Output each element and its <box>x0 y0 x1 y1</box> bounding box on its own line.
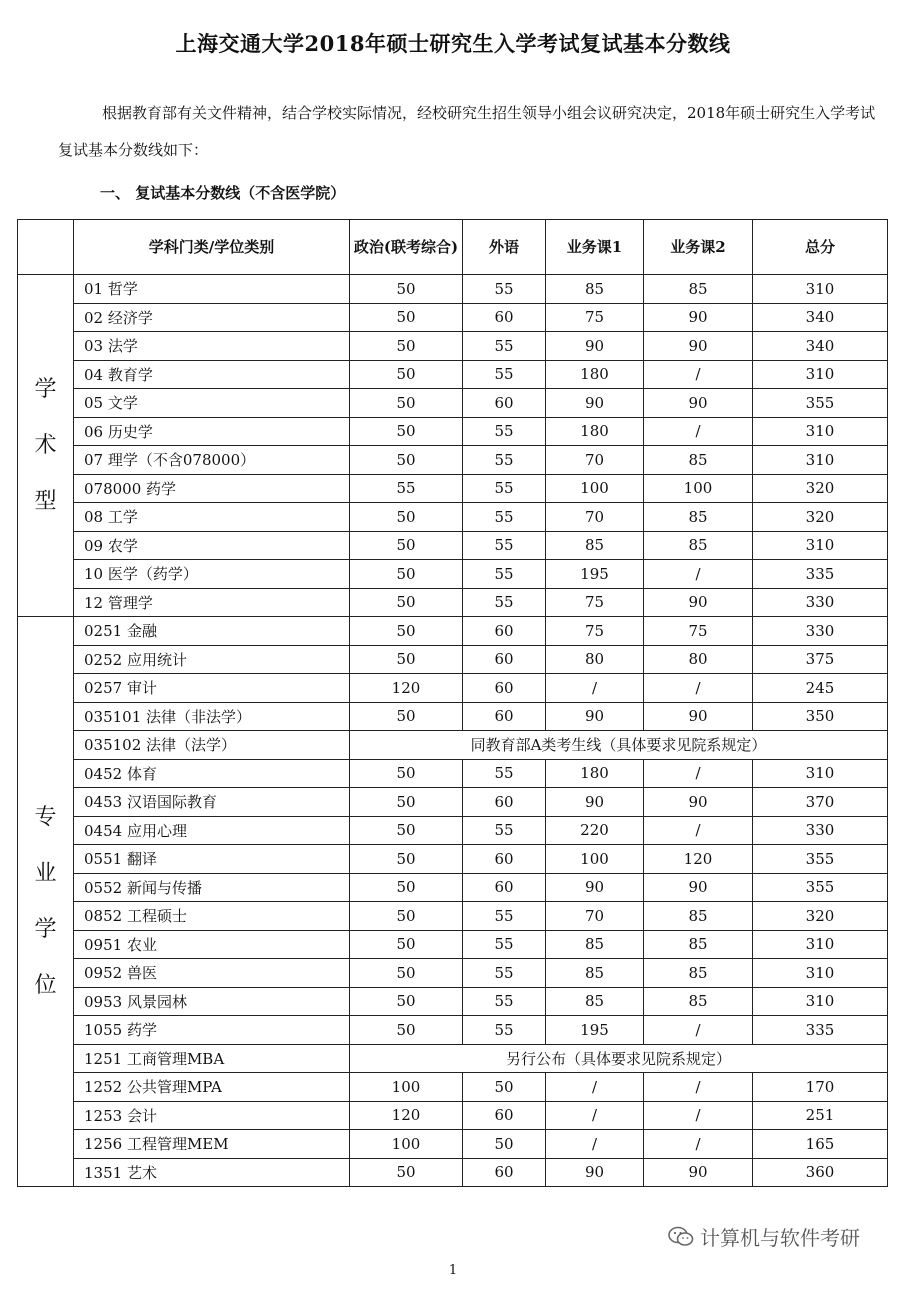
column-header: 学科门类/学位类别 <box>74 220 350 275</box>
score-cell: 310 <box>753 275 888 304</box>
score-cell: 100 <box>350 1130 463 1159</box>
score-cell: / <box>644 816 753 845</box>
score-cell: 55 <box>463 560 546 589</box>
score-cell: 60 <box>463 873 546 902</box>
table-row <box>18 959 888 988</box>
score-cell: 310 <box>753 531 888 560</box>
score-cell: 90 <box>546 702 644 731</box>
score-cell: 50 <box>350 360 463 389</box>
wechat-icon <box>668 1226 694 1248</box>
score-cell: 320 <box>753 474 888 503</box>
table-row <box>18 1044 888 1073</box>
group-label-char: 型 <box>34 488 57 514</box>
table-row <box>18 275 888 304</box>
discipline-name-cell: 1256 工程管理MEM <box>74 1130 350 1159</box>
score-cell: 55 <box>463 1016 546 1045</box>
score-cell: 251 <box>753 1101 888 1130</box>
score-cell: / <box>644 360 753 389</box>
score-cell: 60 <box>463 303 546 332</box>
discipline-name-cell: 1251 工商管理MBA <box>74 1044 350 1073</box>
table-row <box>18 873 888 902</box>
header-blank-cell <box>18 220 74 275</box>
score-cell: / <box>546 1130 644 1159</box>
score-cell: / <box>644 560 753 589</box>
score-cell: 50 <box>350 987 463 1016</box>
score-cell: 85 <box>644 959 753 988</box>
column-header: 总分 <box>753 220 888 275</box>
score-cell: 55 <box>350 474 463 503</box>
score-cell: 85 <box>644 987 753 1016</box>
discipline-name-cell: 0454 应用心理 <box>74 816 350 845</box>
table-row <box>18 845 888 874</box>
table-row <box>18 531 888 560</box>
score-cell: 90 <box>644 332 753 361</box>
table-row <box>18 332 888 361</box>
score-cell: 320 <box>753 503 888 532</box>
discipline-name-cell: 0251 金融 <box>74 617 350 646</box>
discipline-name-cell: 1351 艺术 <box>74 1158 350 1187</box>
score-cell: / <box>644 674 753 703</box>
group-label-char: 位 <box>34 972 57 998</box>
score-cell: 310 <box>753 417 888 446</box>
score-cell: 60 <box>463 788 546 817</box>
score-cell: 55 <box>463 902 546 931</box>
score-cell: 50 <box>350 560 463 589</box>
discipline-name-cell: 0252 应用统计 <box>74 645 350 674</box>
watermark-text: 计算机与软件考研 <box>700 1226 860 1250</box>
score-cell: 50 <box>350 702 463 731</box>
score-cell: 50 <box>350 959 463 988</box>
discipline-name-cell: 10 医学（药学） <box>74 560 350 589</box>
table-row <box>18 446 888 475</box>
score-cell: 310 <box>753 446 888 475</box>
score-cell: 90 <box>546 1158 644 1187</box>
score-cell: 50 <box>350 902 463 931</box>
table-row <box>18 303 888 332</box>
score-cell: 100 <box>350 1073 463 1102</box>
score-cell: 90 <box>644 702 753 731</box>
score-cell: 120 <box>350 674 463 703</box>
score-cell: 170 <box>753 1073 888 1102</box>
score-cell: 100 <box>546 474 644 503</box>
note-cell: 另行公布（具体要求见院系规定） <box>350 1044 888 1073</box>
score-cell: 75 <box>546 588 644 617</box>
score-cell: 180 <box>546 417 644 446</box>
score-cell: 355 <box>753 845 888 874</box>
score-cell: 50 <box>350 617 463 646</box>
score-cell: 320 <box>753 902 888 931</box>
score-cell: 375 <box>753 645 888 674</box>
table-header <box>18 220 888 275</box>
score-cell: 60 <box>463 1158 546 1187</box>
table-row <box>18 1130 888 1159</box>
discipline-name-cell: 0552 新闻与传播 <box>74 873 350 902</box>
table-row <box>18 1073 888 1102</box>
score-cell: 85 <box>546 987 644 1016</box>
note-cell: 同教育部A类考生线（具体要求见院系规定） <box>350 731 888 760</box>
score-cell: 55 <box>463 503 546 532</box>
score-cell: 50 <box>350 816 463 845</box>
group-label-char: 学 <box>34 916 57 942</box>
score-cell: 60 <box>463 645 546 674</box>
score-cell: 120 <box>644 845 753 874</box>
score-table <box>17 219 888 1187</box>
score-cell: 55 <box>463 446 546 475</box>
score-cell: 310 <box>753 930 888 959</box>
score-cell: 360 <box>753 1158 888 1187</box>
score-cell: 85 <box>644 503 753 532</box>
table-row <box>18 1158 888 1187</box>
table-row <box>18 759 888 788</box>
header-row <box>18 220 888 275</box>
score-cell: / <box>644 1073 753 1102</box>
watermark <box>668 1222 860 1251</box>
score-cell: 50 <box>350 873 463 902</box>
section-heading: 一、 复试基本分数线（不含医学院） <box>100 184 346 202</box>
column-header: 业务课2 <box>644 220 753 275</box>
score-cell: 60 <box>463 674 546 703</box>
score-cell: 55 <box>463 759 546 788</box>
score-cell: 195 <box>546 560 644 589</box>
score-cell: 370 <box>753 788 888 817</box>
discipline-name-cell: 0952 兽医 <box>74 959 350 988</box>
discipline-name-cell: 0453 汉语国际教育 <box>74 788 350 817</box>
score-cell: 120 <box>350 1101 463 1130</box>
discipline-name-cell: 12 管理学 <box>74 588 350 617</box>
score-cell: 50 <box>463 1073 546 1102</box>
score-cell: 90 <box>644 389 753 418</box>
score-cell: 85 <box>644 531 753 560</box>
score-cell: 85 <box>546 959 644 988</box>
score-cell: 55 <box>463 332 546 361</box>
table-row <box>18 1016 888 1045</box>
score-cell: 50 <box>350 845 463 874</box>
table-row <box>18 731 888 760</box>
score-cell: 50 <box>350 332 463 361</box>
discipline-name-cell: 04 教育学 <box>74 360 350 389</box>
score-cell: 55 <box>463 275 546 304</box>
score-cell: 90 <box>546 873 644 902</box>
score-cell: 50 <box>350 1016 463 1045</box>
discipline-name-cell: 035101 法律（非法学） <box>74 702 350 731</box>
score-cell: 50 <box>350 588 463 617</box>
discipline-name-cell: 0953 风景园林 <box>74 987 350 1016</box>
score-cell: 50 <box>350 759 463 788</box>
table-row <box>18 902 888 931</box>
score-cell: 220 <box>546 816 644 845</box>
score-cell: 355 <box>753 873 888 902</box>
score-cell: 70 <box>546 503 644 532</box>
score-cell: 340 <box>753 332 888 361</box>
score-cell: 85 <box>644 902 753 931</box>
score-cell: 90 <box>644 788 753 817</box>
score-cell: 90 <box>644 303 753 332</box>
score-cell: 330 <box>753 816 888 845</box>
score-cell: 50 <box>350 389 463 418</box>
score-cell: 90 <box>546 332 644 361</box>
group-label <box>18 275 74 617</box>
score-cell: 85 <box>546 531 644 560</box>
score-cell: 50 <box>350 503 463 532</box>
group-label <box>18 617 74 1187</box>
discipline-name-cell: 07 理学（不含078000） <box>74 446 350 475</box>
table-row <box>18 702 888 731</box>
score-cell: 50 <box>350 446 463 475</box>
score-cell: 75 <box>644 617 753 646</box>
score-cell: 310 <box>753 360 888 389</box>
score-cell: 55 <box>463 360 546 389</box>
column-header: 业务课1 <box>546 220 644 275</box>
score-cell: 50 <box>350 1158 463 1187</box>
discipline-name-cell: 0452 体育 <box>74 759 350 788</box>
score-cell: 55 <box>463 987 546 1016</box>
score-cell: 55 <box>463 474 546 503</box>
table-row <box>18 930 888 959</box>
score-cell: 55 <box>463 588 546 617</box>
score-cell: 50 <box>350 417 463 446</box>
score-cell: / <box>546 1073 644 1102</box>
score-cell: / <box>546 674 644 703</box>
discipline-name-cell: 01 哲学 <box>74 275 350 304</box>
discipline-name-cell: 0551 翻译 <box>74 845 350 874</box>
table-row <box>18 617 888 646</box>
table-row <box>18 674 888 703</box>
discipline-name-cell: 078000 药学 <box>74 474 350 503</box>
score-cell: 195 <box>546 1016 644 1045</box>
document-title: 上海交通大学2018年硕士研究生入学考试复试基本分数线 <box>175 31 731 56</box>
score-cell: 330 <box>753 617 888 646</box>
group-label-char: 专 <box>34 804 57 830</box>
score-cell: 90 <box>644 588 753 617</box>
score-cell: 100 <box>644 474 753 503</box>
discipline-name-cell: 0951 农业 <box>74 930 350 959</box>
table-row <box>18 503 888 532</box>
score-cell: 100 <box>546 845 644 874</box>
score-cell: 55 <box>463 816 546 845</box>
table-row <box>18 645 888 674</box>
group-label-char: 学 <box>34 376 57 402</box>
table-row <box>18 560 888 589</box>
score-cell: 310 <box>753 987 888 1016</box>
score-cell: / <box>644 1016 753 1045</box>
score-cell: / <box>546 1101 644 1130</box>
score-cell: 50 <box>350 788 463 817</box>
score-cell: 335 <box>753 560 888 589</box>
table-row <box>18 588 888 617</box>
score-cell: 245 <box>753 674 888 703</box>
score-cell: / <box>644 1130 753 1159</box>
score-cell: 90 <box>546 788 644 817</box>
score-cell: / <box>644 1101 753 1130</box>
score-cell: 310 <box>753 759 888 788</box>
score-cell: 50 <box>350 930 463 959</box>
score-cell: 75 <box>546 617 644 646</box>
table-row <box>18 1101 888 1130</box>
score-cell: 50 <box>350 645 463 674</box>
score-cell: 90 <box>644 1158 753 1187</box>
score-cell: 50 <box>350 275 463 304</box>
page-number: 1 <box>448 1263 458 1278</box>
discipline-name-cell: 06 历史学 <box>74 417 350 446</box>
score-cell: 55 <box>463 531 546 560</box>
score-cell: 335 <box>753 1016 888 1045</box>
score-cell: 85 <box>546 275 644 304</box>
table-row <box>18 987 888 1016</box>
score-cell: 70 <box>546 902 644 931</box>
score-cell: 90 <box>644 873 753 902</box>
discipline-name-cell: 02 经济学 <box>74 303 350 332</box>
score-cell: 50 <box>350 303 463 332</box>
table-body <box>18 275 888 1187</box>
discipline-name-cell: 1055 药学 <box>74 1016 350 1045</box>
discipline-name-cell: 09 农学 <box>74 531 350 560</box>
score-cell: 85 <box>644 446 753 475</box>
discipline-name-cell: 0257 审计 <box>74 674 350 703</box>
discipline-name-cell: 08 工学 <box>74 503 350 532</box>
score-cell: 50 <box>463 1130 546 1159</box>
score-cell: 180 <box>546 759 644 788</box>
discipline-name-cell: 1252 公共管理MPA <box>74 1073 350 1102</box>
discipline-name-cell: 03 法学 <box>74 332 350 361</box>
score-cell: 355 <box>753 389 888 418</box>
score-cell: 90 <box>546 389 644 418</box>
group-label-char: 业 <box>34 860 57 886</box>
score-cell: 60 <box>463 1101 546 1130</box>
score-cell: 55 <box>463 930 546 959</box>
column-header: 政治(联考综合) <box>350 220 463 275</box>
score-cell: 60 <box>463 702 546 731</box>
score-cell: 60 <box>463 845 546 874</box>
table-row <box>18 788 888 817</box>
score-cell: 55 <box>463 959 546 988</box>
score-cell: / <box>644 417 753 446</box>
discipline-name-cell: 035102 法律（法学） <box>74 731 350 760</box>
table-row <box>18 389 888 418</box>
score-cell: 80 <box>546 645 644 674</box>
score-cell: 75 <box>546 303 644 332</box>
group-label-char: 术 <box>34 432 57 458</box>
table-row <box>18 360 888 389</box>
score-cell: 85 <box>546 930 644 959</box>
score-cell: 310 <box>753 959 888 988</box>
discipline-name-cell: 0852 工程硕士 <box>74 902 350 931</box>
column-header: 外语 <box>463 220 546 275</box>
score-cell: 80 <box>644 645 753 674</box>
table-row <box>18 474 888 503</box>
score-cell: 70 <box>546 446 644 475</box>
score-cell: 180 <box>546 360 644 389</box>
score-cell: 85 <box>644 275 753 304</box>
score-cell: 55 <box>463 417 546 446</box>
score-cell: 60 <box>463 617 546 646</box>
discipline-name-cell: 05 文学 <box>74 389 350 418</box>
score-cell: 350 <box>753 702 888 731</box>
score-cell: 60 <box>463 389 546 418</box>
score-cell: 50 <box>350 531 463 560</box>
table-row <box>18 816 888 845</box>
table-row <box>18 417 888 446</box>
discipline-name-cell: 1253 会计 <box>74 1101 350 1130</box>
score-cell: 165 <box>753 1130 888 1159</box>
score-cell: 340 <box>753 303 888 332</box>
score-cell: / <box>644 759 753 788</box>
score-cell: 85 <box>644 930 753 959</box>
score-cell: 330 <box>753 588 888 617</box>
intro-paragraph: 根据教育部有关文件精神，结合学校实际情况，经校研究生招生领导小组会议研究决定，2018年硕士研究生入学考试复试基本分数线如下： <box>58 104 876 159</box>
